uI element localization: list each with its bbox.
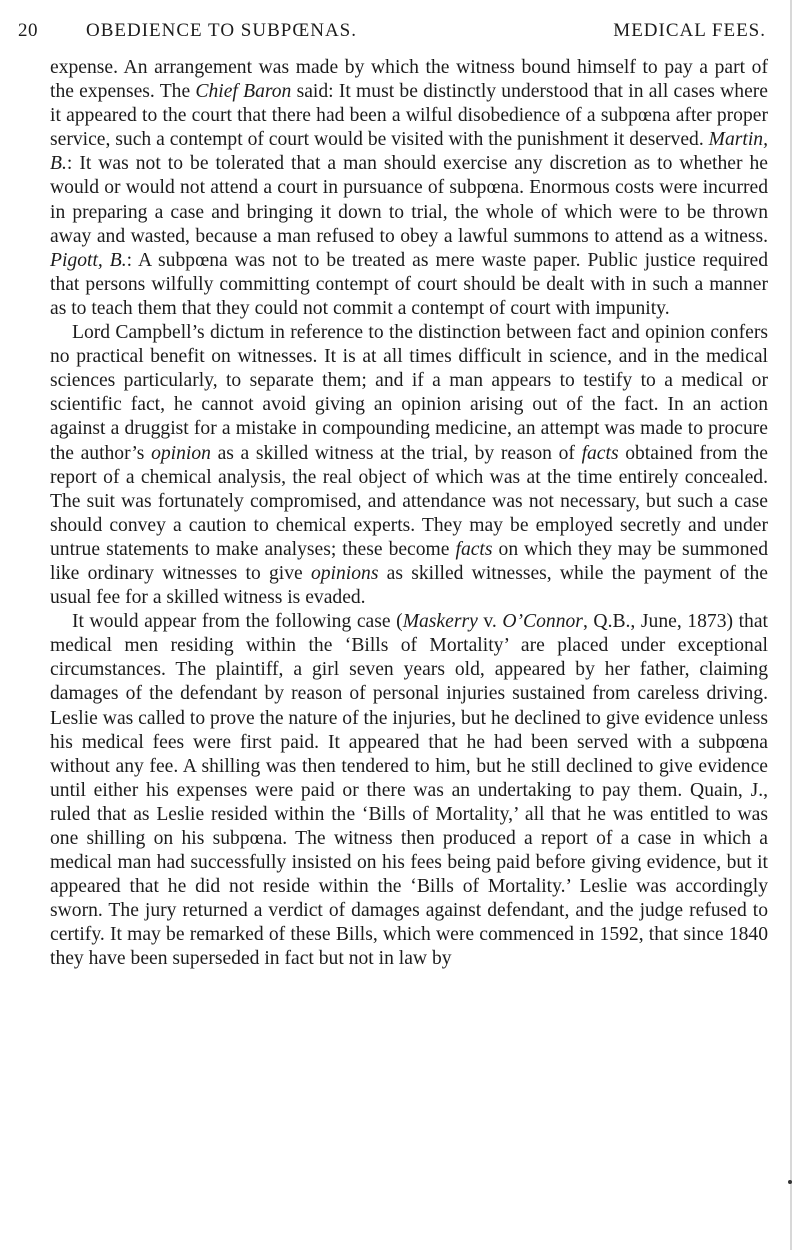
italic-text: Martin, B. [50,129,768,175]
italic-text: Chief Baron [195,81,292,103]
italic-text: Maskerry [402,611,478,633]
text-run: expense. An arrangement was made by which the witness bound himself to pay a part of the expenses. The [50,57,768,103]
chapter-title: OBEDIENCE TO SUBPŒNAS. [86,20,357,41]
page-number: 20 [18,20,38,41]
paragraph [50,321,768,610]
italic-text: facts [455,538,493,560]
italic-text: facts [581,442,619,464]
section-title: MEDICAL FEES. [613,20,766,41]
paragraph [50,610,768,971]
text-run: : A subpœna was not to be treated as mere waste paper. Public justice required that persons wilfully committing contempt of court should be dealt with in such a manner as to teach them that they could not commit a contempt of court with impunity. [50,249,768,319]
text-run: Lord Campbell’s dictum in reference to the distinction between fact and opinion confers no practical benefit on witnesses. It is at all times difficult in science, and in the medical sciences particularly, to separate them; and if a man appears to testify to a medical or scientific fact, he cannot avoid giving an opinion arising out of the fact. In an action against a druggist for a mistake in compounding medicine, an attempt was made to procure the author’s [50,322,768,464]
italic-text: opinion [151,442,211,464]
text-run: said: It must be distinctly understood that in all cases where it appeared to the court that there had been a wilful disobedience of a subpœna after proper service, such a contempt of court would be visited with the punishment it deserved. [50,81,769,151]
text-run: as skilled witnesses, while the payment of the usual fee for a skilled witness is evaded. [50,562,768,609]
page-edge [790,0,792,1250]
text-run: on which they may be summoned like ordinary witnesses to give [50,538,768,584]
running-head [18,20,778,46]
italic-text: Pigott, B. [50,249,127,271]
italic-text: opinions [310,562,379,584]
text-run: v. [477,611,503,633]
paragraph [50,56,768,321]
text-run: , Q.B., June, 1873) that medical men residing within the ‘Bills of Mortality’ are placed under exceptional circumstances. The plaintiff, a girl seven years old, appeared by her father, claiming damages of the defendant by reason of personal injuries sustained from careless driving. Leslie was called to prove the nature of the injuries, but he declined to give evidence unless his medical fees were first paid. It appeared that he had been served with a subpœna without any fee. A shilling was then tendered to him, but he still declined to give evidence until either his expenses were paid or there was an undertaking to pay them. Quain, J., ruled that as Leslie resided within the ‘Bills of Mortality,’ all that he was entitled to was one shilling on his subpœna. The witness then produced a report of a case in which a medical man had successfully insisted on his fees being paid before giving evidence, but it appeared that he did not reside within the ‘Bills of Mortality.’ Leslie was accordingly sworn. The jury returned a verdict of damages against defendant, and the judge refused to certify. It may be remarked of these Bills, which were commenced in 1592, that since 1840 they have been superseded in fact but not in law by [50,611,768,970]
ink-mark [788,1180,792,1184]
body-text [50,56,768,972]
text-run: as a skilled witness at the trial, by reason of [210,442,582,464]
text-run: It would appear from the following case ( [72,611,403,633]
text-run: obtained from the report of a chemical analysis, the real object of which was at the time entirely concealed. The suit was fortunately compromised, and attendance was not necessary, but such a case should convey a caution to chemical experts. They may be employed secretly and under untrue statements to make analyses; these become [50,442,768,560]
italic-text: O’Connor [502,611,583,633]
text-run: : It was not to be tolerated that a man should exercise any discretion as to whether he would or would not attend a court in pursuance of subpœna. Enormous costs were incurred in preparing a case and bringing it down to trial, the whole of which were to be thrown away and wasted, because a man refused to obey a lawful summons to attend as a witness. [50,153,768,247]
